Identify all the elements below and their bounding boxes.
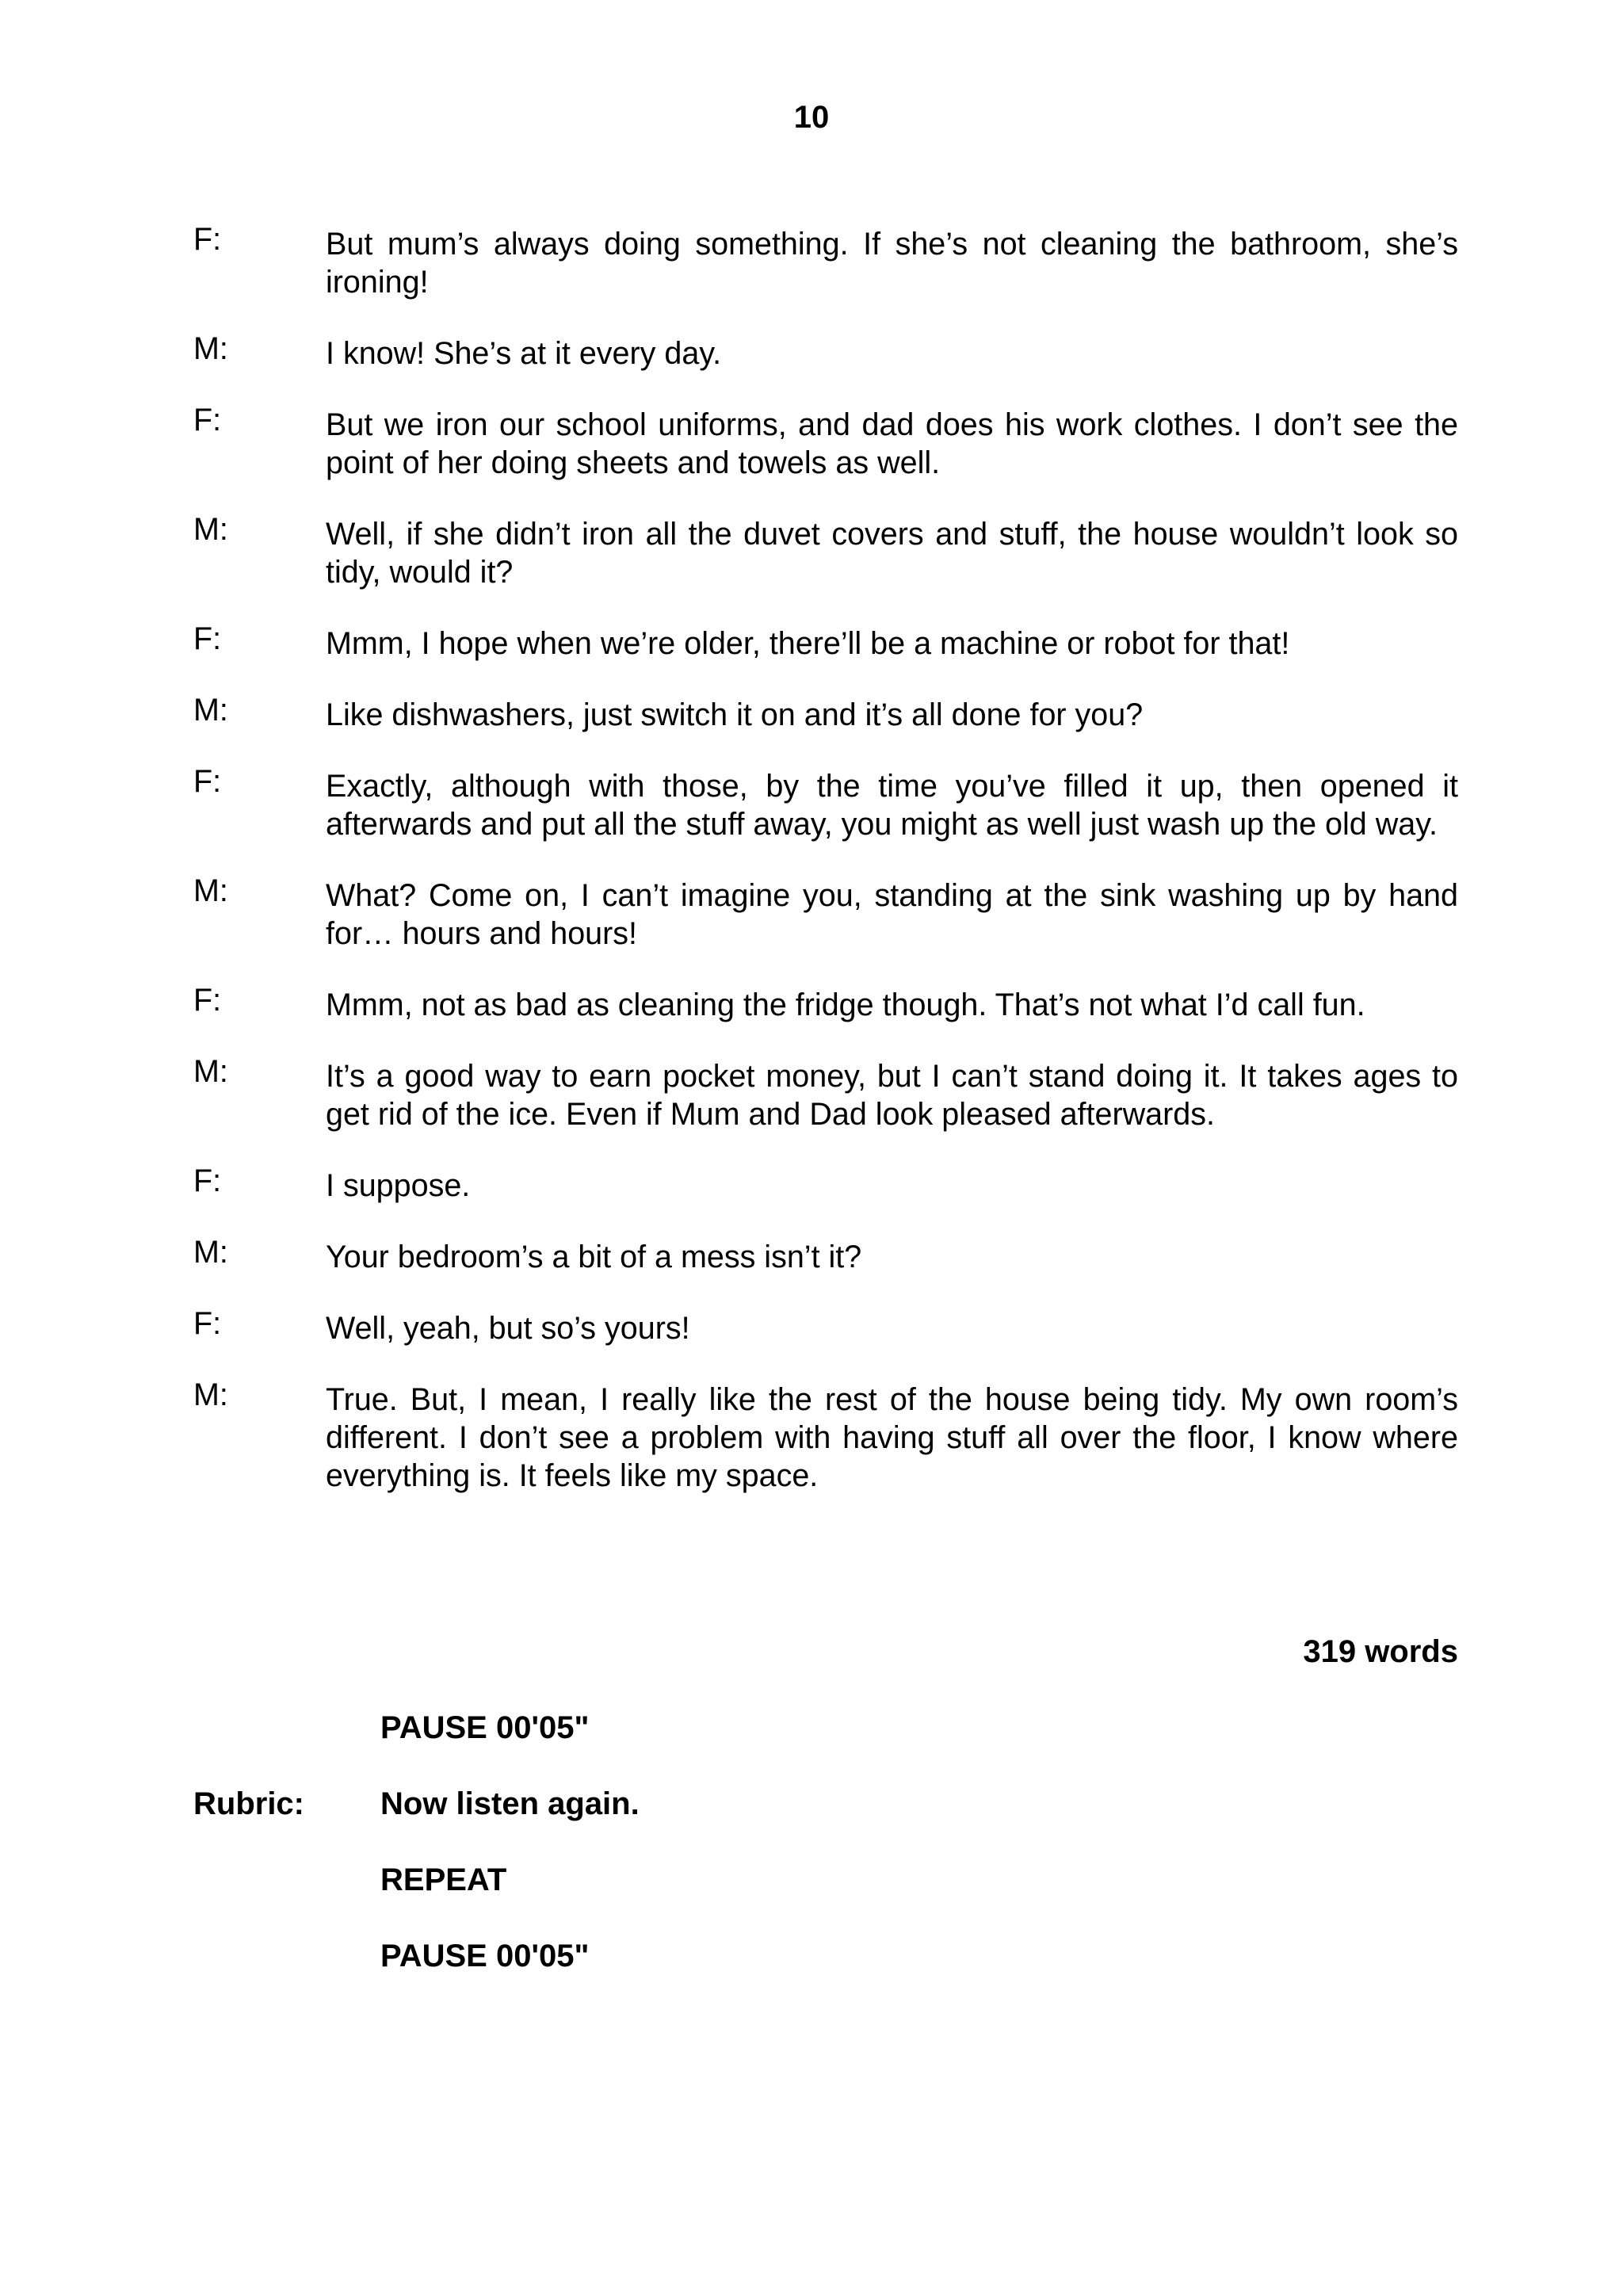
dialogue-line: True. But, I mean, I really like the rest of the house being tidy. My own room’s different. I don’t see a problem with having stuff all over the floor, I know where everything is. It feels like my space. [326,1382,1458,1493]
dialogue-turn [193,983,1458,1024]
dialogue-turn [193,1306,1458,1347]
speaker-label: M: [193,331,228,366]
dialogue-line: I know! She’s at it every day. [326,336,722,371]
speaker-label: M: [193,873,228,908]
speaker-label: F: [193,1163,222,1198]
dialogue-turn [193,1163,1458,1205]
dialogue-turn [193,873,1458,953]
dialogue-line: Like dishwashers, just switch it on and it’s all done for you? [326,697,1144,732]
rubric-text: Now listen again. [380,1786,640,1821]
dialogue-transcript [193,222,1458,1528]
dialogue-line: But mum’s always doing something. If she’s not cleaning the bathroom, she’s ironing! [326,227,1458,300]
dialogue-line: I suppose. [326,1168,471,1203]
repeat-cue: REPEAT [380,1862,507,1897]
rubric-label: Rubric: [193,1786,304,1821]
dialogue-line: But we iron our school uniforms, and dad does his work clothes. I don’t see the point of her doing sheets and towels as well. [326,407,1458,480]
dialogue-turn [193,512,1458,591]
dialogue-line: Exactly, although with those, by the time you’ve filled it up, then opened it afterwards and put all the stuff away, you might as well just wash up the old way. [326,769,1458,842]
speaker-label: F: [193,983,222,1018]
dialogue-line: Mmm, not as bad as cleaning the fridge though. That’s not what I’d call fun. [326,988,1365,1022]
dialogue-line: Your bedroom’s a bit of a mess isn’t it? [326,1240,862,1274]
dialogue-line: It’s a good way to earn pocket money, but I can’t stand doing it. It takes ages to get rid of the ice. Even if Mum and Dad look pleased afterwards. [326,1059,1458,1132]
dialogue-turn [193,693,1458,734]
page-number: 10 [793,100,830,135]
dialogue-line: Mmm, I hope when we’re older, there’ll be a machine or robot for that! [326,626,1290,661]
dialogue-turn [193,1054,1458,1133]
dialogue-turn [193,621,1458,663]
speaker-label: F: [193,222,222,257]
word-count: 319 words [1303,1634,1458,1669]
dialogue-turn [193,331,1458,372]
pause-cue: PAUSE 00'05" [380,1710,590,1745]
dialogue-turn [193,764,1458,843]
speaker-label: F: [193,403,222,437]
speaker-label: M: [193,1235,228,1270]
dialogue-turn [193,1235,1458,1276]
speaker-label: M: [193,1054,228,1089]
speaker-label: F: [193,764,222,799]
speaker-label: M: [193,693,228,728]
speaker-label: M: [193,512,228,547]
dialogue-line: What? Come on, I can’t imagine you, standing at the sink washing up by hand for… hours and hours! [326,878,1458,951]
dialogue-turn [193,222,1458,301]
speaker-label: F: [193,621,222,656]
dialogue-line: Well, if she didn’t iron all the duvet covers and stuff, the house wouldn’t look so tidy, would it? [326,517,1458,590]
speaker-label: F: [193,1306,222,1341]
dialogue-turn [193,1377,1458,1495]
dialogue-turn [193,403,1458,482]
dialogue-line: Well, yeah, but so’s yours! [326,1311,690,1346]
pause-cue: PAUSE 00'05" [380,1939,590,1973]
speaker-label: M: [193,1377,228,1412]
